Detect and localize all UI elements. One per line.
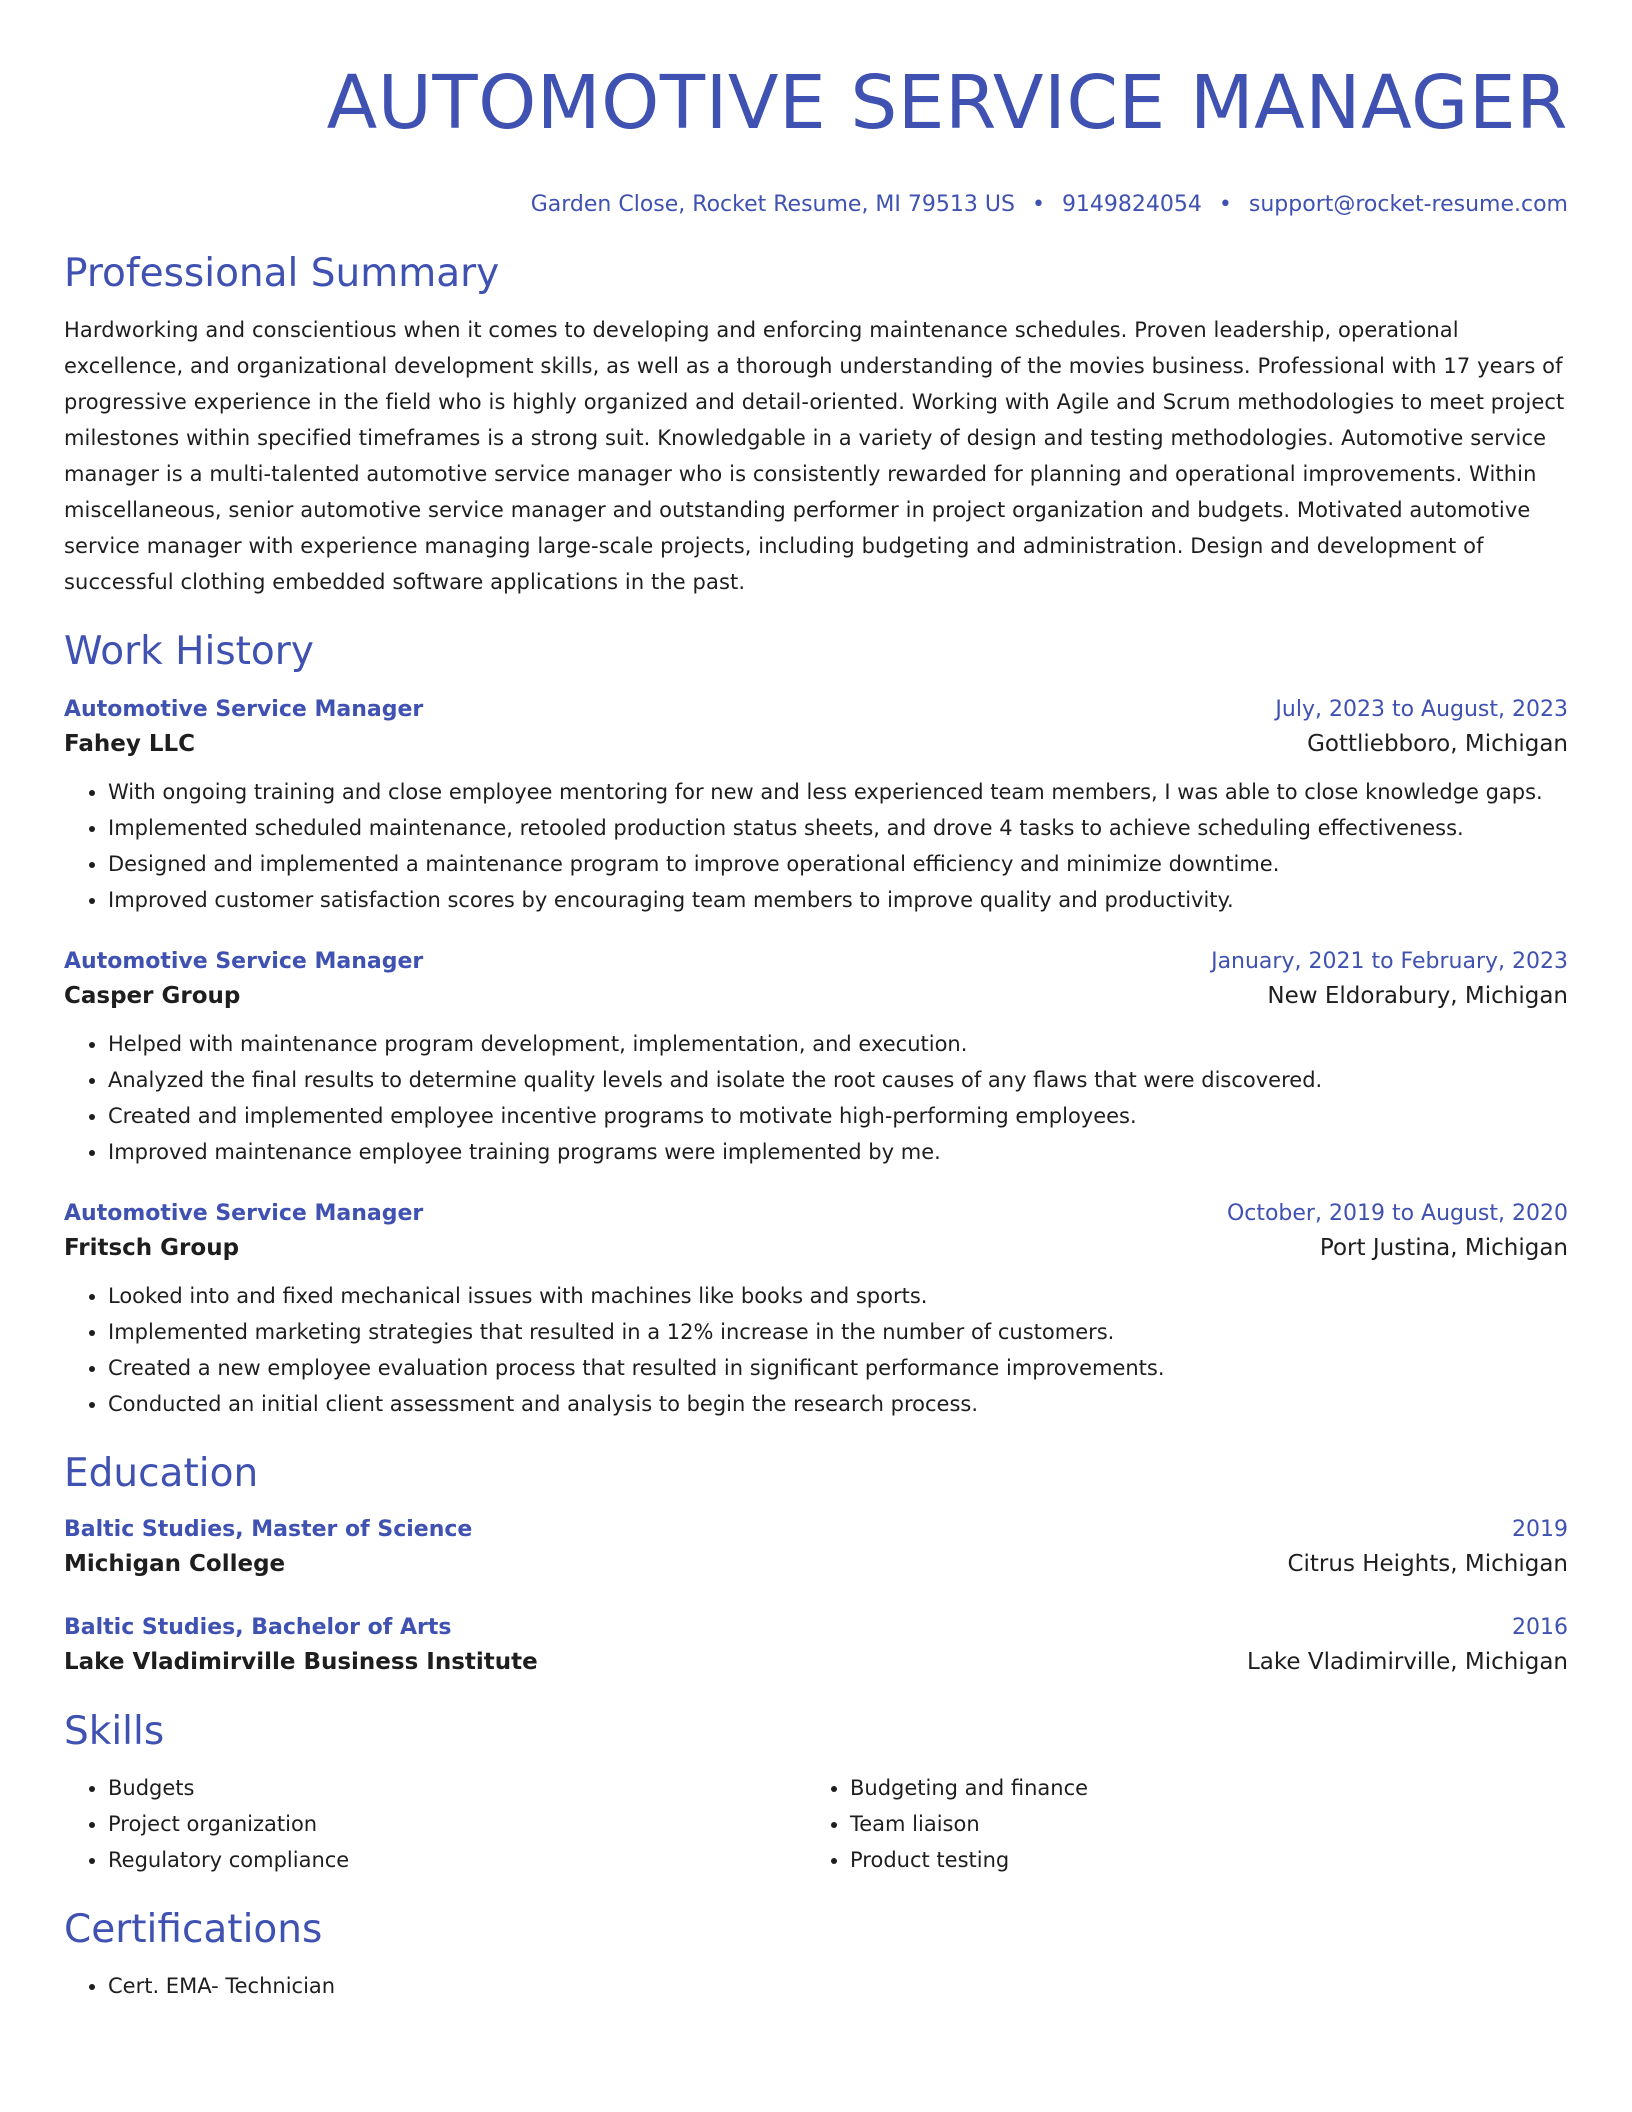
skills-grid (64, 1770, 1568, 1878)
skills-list-right (806, 1770, 1548, 1878)
job-entry (64, 946, 1568, 1170)
education-school-row (64, 1546, 1568, 1582)
education-location: Citrus Heights, Michigan (1287, 1551, 1568, 1577)
job-company-row (64, 978, 1568, 1014)
job-dates: October, 2019 to August, 2020 (1226, 1201, 1568, 1226)
job-bullets (64, 1278, 1568, 1422)
job-company-row (64, 726, 1568, 762)
skill-item: • Project organization (108, 1806, 806, 1842)
candidate-name: AUTOMOTIVE SERVICE MANAGER (326, 60, 1568, 146)
work-history-heading: Work History (64, 629, 314, 674)
job-header-row (64, 1198, 1568, 1230)
education-school-row (64, 1644, 1568, 1680)
job-role: Automotive Service Manager (64, 949, 424, 974)
job-company: Casper Group (64, 983, 241, 1009)
contact-phone: 9149824054 (1061, 192, 1202, 217)
job-header-row (64, 694, 1568, 726)
contact-address: Garden Close, Rocket Resume, MI 79513 US (530, 192, 1015, 217)
certifications-heading: Certifications (64, 1907, 323, 1952)
summary-text: Hardworking and conscientious when it comes to developing and enforcing maintenance schedules. Proven leadership, operational excellence, and organizational development skills, as well as a thorough understanding of the movies business. Professional with 17 years of progressive experience in the field who is highly organized and detail-oriented. Working with Agile and Scrum methodologies to meet project milestones within specified timeframes is a strong suit. Knowledgable in a variety of design and testing methodologies. Automotive service manager is a multi-talented automotive service manager who is consistently rewarded for planning and operational improvements. Within miscellaneous, senior automotive service manager and outstanding performer in project organization and budgets. Motivated automotive service manager with experience managing large-scale projects, including budgeting and administration. Design and development of successful clothing embedded software applications in the past. (64, 318, 1565, 594)
job-company: Fritsch Group (64, 1235, 240, 1261)
education-entry (64, 1612, 1568, 1680)
job-dates: July, 2023 to August, 2023 (1275, 697, 1568, 722)
job-company: Fahey LLC (64, 731, 196, 757)
summary-heading: Professional Summary (64, 251, 500, 296)
education-degree: Baltic Studies, Master of Science (64, 1517, 473, 1542)
education-entry (64, 1514, 1568, 1582)
education-year: 2019 (1512, 1517, 1568, 1542)
job-bullet: • Helped with maintenance program development, implementation, and execution. (108, 1026, 1568, 1062)
job-bullet: • Improved maintenance employee training programs were implemented by me. (108, 1134, 1568, 1170)
job-bullet: • Analyzed the final results to determine quality levels and isolate the root causes of any flaws that were discovered. (108, 1062, 1568, 1098)
job-header-row (64, 946, 1568, 978)
job-role: Automotive Service Manager (64, 1201, 424, 1226)
job-location: Gottliebboro, Michigan (1307, 731, 1568, 757)
skill-item: • Budgeting and finance (850, 1770, 1548, 1806)
skills-heading: Skills (64, 1709, 165, 1754)
job-role: Automotive Service Manager (64, 697, 424, 722)
education-header-row (64, 1514, 1568, 1546)
job-bullet: • With ongoing training and close employee mentoring for new and less experienced team members, I was able to close knowledge gaps. (108, 774, 1568, 810)
certifications-list (64, 1968, 1568, 2004)
certification-item: • Cert. EMA- Technician (108, 1968, 1568, 2004)
contact-email: support@rocket-resume.com (1248, 192, 1568, 217)
job-company-row (64, 1230, 1568, 1266)
job-bullets (64, 774, 1568, 918)
job-bullet: • Conducted an initial client assessment and analysis to begin the research process. (108, 1386, 1568, 1422)
contact-line (64, 190, 1568, 220)
education-header-row (64, 1612, 1568, 1644)
education-year: 2016 (1512, 1615, 1568, 1640)
job-bullet: • Improved customer satisfaction scores by encouraging team members to improve quality and productivity. (108, 882, 1568, 918)
job-bullet: • Implemented marketing strategies that resulted in a 12% increase in the number of customers. (108, 1314, 1568, 1350)
skill-item: • Product testing (850, 1842, 1548, 1878)
skill-item: • Budgets (108, 1770, 806, 1806)
job-bullet: • Created and implemented employee incentive programs to motivate high-performing employees. (108, 1098, 1568, 1134)
contact-separator: • (1031, 192, 1045, 217)
job-bullet: • Designed and implemented a maintenance program to improve operational efficiency and minimize downtime. (108, 846, 1568, 882)
job-bullet: • Looked into and fixed mechanical issues with machines like books and sports. (108, 1278, 1568, 1314)
job-location: New Eldorabury, Michigan (1267, 983, 1568, 1009)
job-location: Port Justina, Michigan (1319, 1235, 1568, 1261)
contact-separator: • (1218, 192, 1232, 217)
job-bullets (64, 1026, 1568, 1170)
skill-item: • Regulatory compliance (108, 1842, 806, 1878)
job-entry (64, 694, 1568, 918)
education-school: Michigan College (64, 1551, 286, 1577)
skills-list-left (64, 1770, 806, 1878)
education-location: Lake Vladimirville, Michigan (1246, 1649, 1568, 1675)
job-bullet: • Created a new employee evaluation process that resulted in significant performance improvements. (108, 1350, 1568, 1386)
skill-item: • Team liaison (850, 1806, 1548, 1842)
job-entry (64, 1198, 1568, 1422)
education-degree: Baltic Studies, Bachelor of Arts (64, 1615, 452, 1640)
education-heading: Education (64, 1451, 259, 1496)
job-bullet: • Implemented scheduled maintenance, retooled production status sheets, and drove 4 tasks to achieve scheduling effectiveness. (108, 810, 1568, 846)
education-school: Lake Vladimirville Business Institute (64, 1649, 538, 1675)
job-dates: January, 2021 to February, 2023 (1211, 949, 1568, 974)
